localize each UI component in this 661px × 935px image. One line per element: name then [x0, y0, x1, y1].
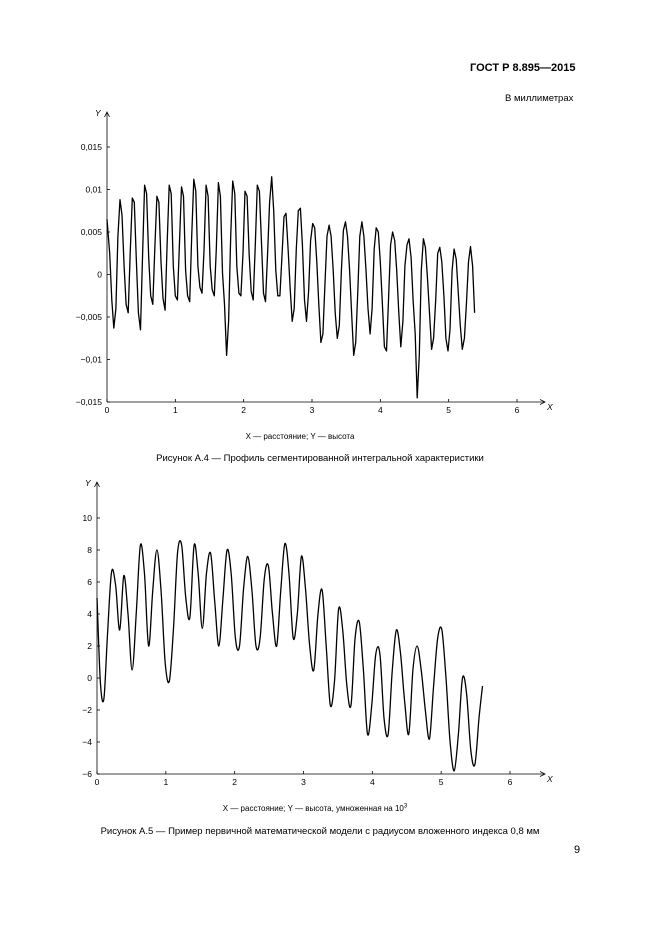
x-tick-label: 1: [163, 777, 169, 787]
y-tick-label: −0,005: [75, 312, 102, 322]
x-tick-label: 5: [446, 405, 452, 415]
y-axis-label: Y: [85, 478, 91, 488]
y-tick-label: −6: [82, 769, 92, 779]
figure-a4-caption: Рисунок А.4 — Профиль сегментированной интегральной характеристики: [156, 453, 484, 464]
y-tick-label: 4: [87, 609, 92, 619]
y-tick-label: −2: [82, 705, 92, 715]
figure-a5-legend: [150, 804, 480, 813]
x-tick-label: 6: [507, 777, 513, 787]
figure-a5-legend-text: X — расстояние; Y — высота, умноженная на 10: [222, 804, 404, 813]
y-axis-label: Y: [95, 108, 101, 118]
units-note: В миллиметрах: [505, 93, 574, 104]
x-tick-label: 6: [514, 405, 520, 415]
x-tick-label: 2: [232, 777, 238, 787]
y-tick-label: 0: [97, 269, 102, 280]
y-tick-label: −4: [82, 737, 92, 747]
x-tick-label: 2: [241, 405, 247, 415]
x-tick-label: 0: [104, 405, 110, 415]
x-tick-label: 5: [438, 777, 444, 787]
x-tick-label: 3: [309, 405, 315, 415]
x-tick-label: 0: [94, 777, 100, 787]
figure-a5-caption: Рисунок А.5 — Пример первичной математической модели с радиусом вложенного индекса 0,8 мм: [100, 826, 540, 837]
y-tick-label: 0,005: [80, 227, 102, 237]
y-tick-label: −0,01: [80, 354, 102, 365]
y-tick-label: 0,015: [80, 142, 102, 152]
standard-number: ГОСТ Р 8.895—2015: [470, 62, 576, 74]
figure-a4-legend: X — расстояние; Y — высота: [245, 432, 355, 441]
y-tick-label: 8: [87, 545, 92, 555]
y-tick-label: 0: [87, 673, 92, 683]
x-tick-label: 3: [301, 777, 306, 787]
y-tick-label: 0,01: [85, 184, 102, 195]
x-tick-label: 4: [377, 405, 383, 415]
x-tick-label: 1: [172, 405, 178, 415]
series-line: [97, 541, 483, 771]
x-axis-label: X: [547, 402, 553, 412]
y-tick-label: 6: [87, 577, 92, 587]
page-number: 9: [574, 844, 581, 856]
x-axis-label: X: [547, 774, 553, 784]
x-tick-label: 4: [369, 777, 375, 787]
y-tick-label: 10: [82, 513, 92, 523]
y-tick-label: −0,015: [75, 397, 102, 407]
figure-a5-legend-exponent: 3: [403, 803, 408, 810]
y-tick-label: 2: [87, 641, 92, 651]
